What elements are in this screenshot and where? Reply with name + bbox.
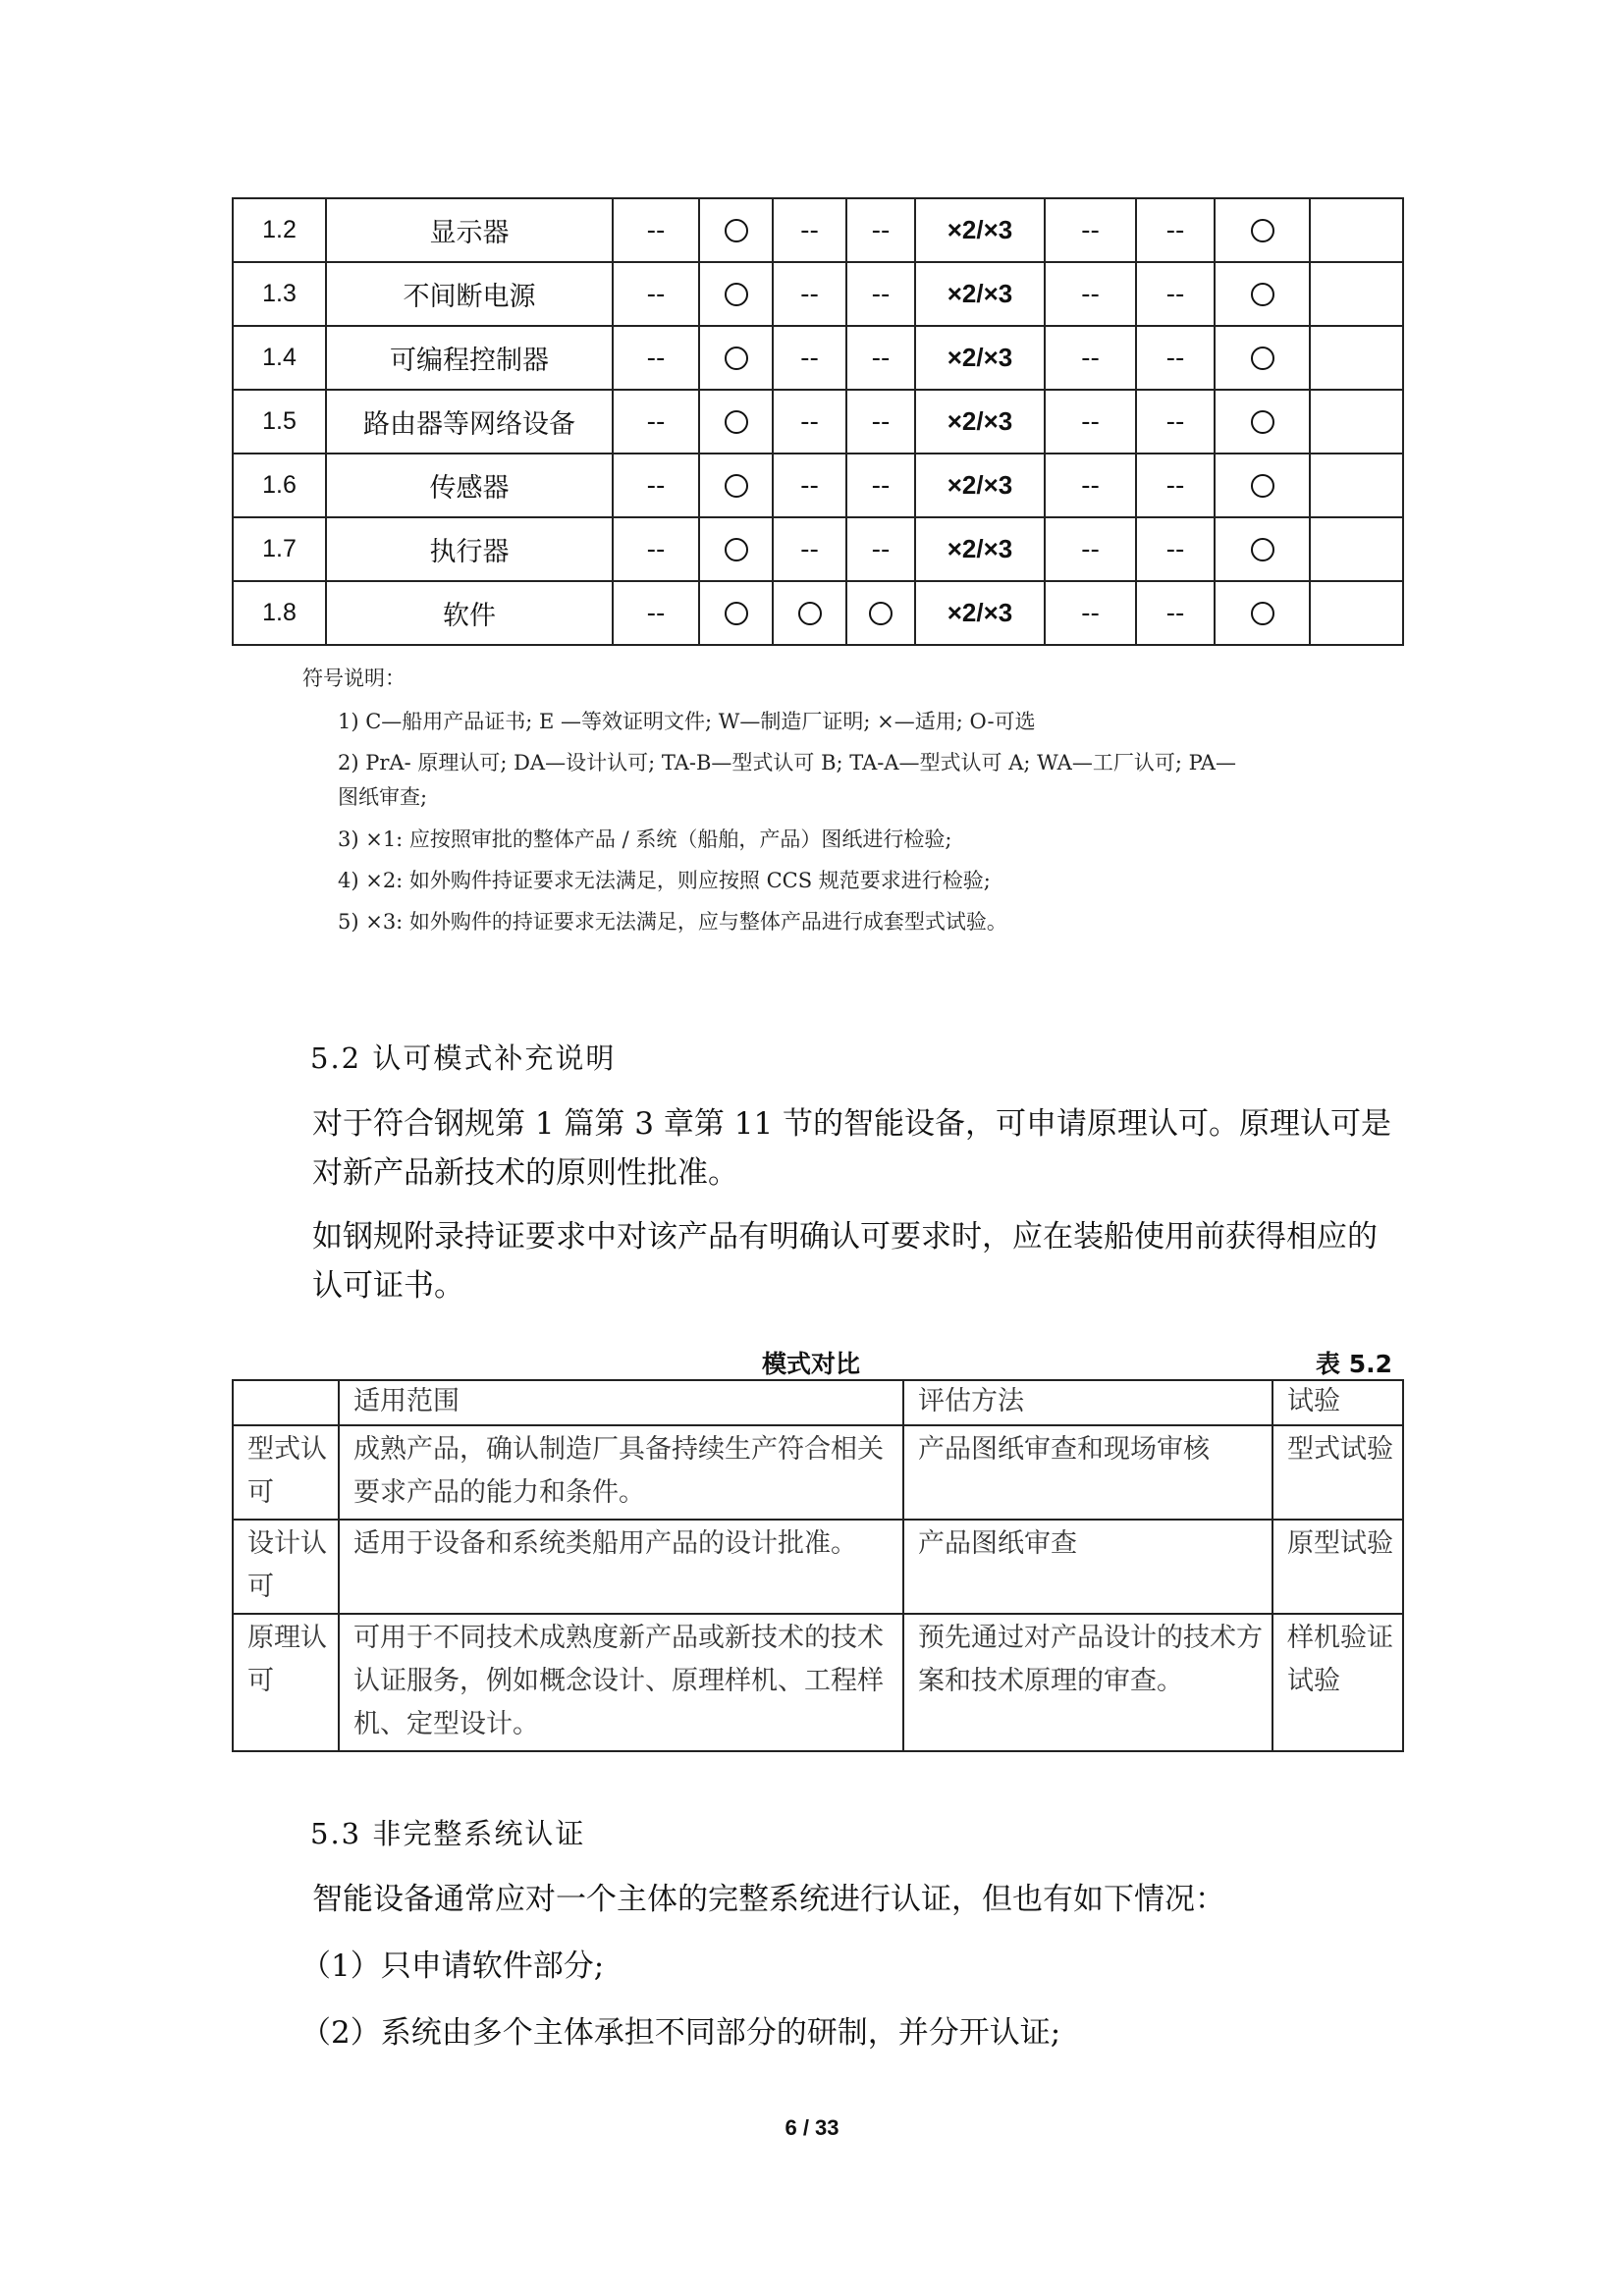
status-cell	[699, 454, 773, 517]
mode-cell: 原理认可	[233, 1614, 339, 1751]
section-5-3-body	[300, 1875, 1404, 2072]
item-number-cell: 1.3	[233, 262, 326, 326]
status-cell	[1215, 198, 1310, 262]
mode-cell: 型式认可	[233, 1425, 339, 1520]
status-cell: --	[846, 198, 915, 262]
note-1: 1) C—船用产品证书; E —等效证明文件; W—制造厂证明; ×—适用; O-可选	[338, 710, 1036, 733]
status-cell: --	[613, 454, 699, 517]
note-4: 4) ×2: 如外购件持证要求无法满足，则应按照 CCS 规范要求进行检验;	[338, 869, 991, 892]
item-number-cell: 1.5	[233, 390, 326, 454]
certification-table	[232, 197, 1404, 646]
status-cell: --	[846, 454, 915, 517]
table-row	[233, 1425, 1403, 1520]
applicable-cell: ×2/×3	[915, 454, 1045, 517]
mode-comparison-table	[232, 1379, 1404, 1752]
optional-circle-icon	[1251, 474, 1274, 498]
table-row	[233, 326, 1403, 390]
optional-circle-icon	[1251, 602, 1274, 625]
note-5: 5) ×3: 如外购件的持证要求无法满足，应与整体产品进行成套型式试验。	[338, 910, 1007, 934]
optional-circle-icon	[1251, 283, 1274, 306]
section-5-2-paragraph-1: 对于符合钢规第 1 篇第 3 章第 11 节的智能设备，可申请原理认可。原理认可是对新产品新技术的原则性批准。	[312, 1106, 1392, 1191]
status-cell: --	[773, 262, 846, 326]
section-5-3-item-1: （1）只申请软件部分;	[300, 1949, 605, 1984]
optional-circle-icon	[725, 347, 748, 370]
status-cell: --	[846, 517, 915, 581]
status-cell	[1215, 390, 1310, 454]
status-cell	[1215, 454, 1310, 517]
item-name-cell: 传感器	[326, 454, 613, 517]
status-cell	[1215, 326, 1310, 390]
optional-circle-icon	[1251, 219, 1274, 242]
status-cell	[1310, 454, 1403, 517]
notes-title: 符号说明：	[302, 667, 406, 690]
status-cell	[699, 581, 773, 645]
applicable-cell: ×2/×3	[915, 198, 1045, 262]
table-row	[233, 198, 1403, 262]
status-cell: --	[1045, 262, 1136, 326]
status-cell: --	[846, 326, 915, 390]
section-5-2-body	[312, 1099, 1404, 1325]
header-cell: 评估方法	[903, 1380, 1272, 1425]
item-number-cell: 1.8	[233, 581, 326, 645]
table-row	[233, 1520, 1403, 1614]
status-cell	[1215, 262, 1310, 326]
header-cell: 试验	[1272, 1380, 1403, 1425]
status-cell: --	[846, 390, 915, 454]
status-cell: --	[1045, 390, 1136, 454]
note-2-cont: 图纸审查;	[338, 785, 428, 809]
status-cell	[699, 198, 773, 262]
status-cell: --	[1045, 326, 1136, 390]
status-cell: --	[613, 198, 699, 262]
status-cell	[1310, 326, 1403, 390]
status-cell: --	[613, 262, 699, 326]
applicable-cell: ×2/×3	[915, 326, 1045, 390]
status-cell	[699, 390, 773, 454]
status-cell: --	[1136, 262, 1215, 326]
table-title: 模式对比	[762, 1350, 861, 1378]
status-cell	[1310, 390, 1403, 454]
status-cell	[699, 262, 773, 326]
status-cell: --	[773, 454, 846, 517]
test-cell: 原型试验	[1272, 1520, 1403, 1614]
optional-circle-icon	[869, 602, 893, 625]
item-name-cell: 可编程控制器	[326, 326, 613, 390]
status-cell	[1215, 517, 1310, 581]
status-cell: --	[613, 581, 699, 645]
table-row	[233, 517, 1403, 581]
item-number-cell: 1.7	[233, 517, 326, 581]
optional-circle-icon	[725, 474, 748, 498]
item-number-cell: 1.4	[233, 326, 326, 390]
section-5-2-paragraph-2: 如钢规附录持证要求中对该产品有明确认可要求时，应在装船使用前获得相应的认可证书。	[312, 1219, 1378, 1304]
optional-circle-icon	[725, 602, 748, 625]
test-cell: 样机验证试验	[1272, 1614, 1403, 1751]
status-cell	[1310, 581, 1403, 645]
status-cell	[1310, 262, 1403, 326]
applicable-cell: ×2/×3	[915, 581, 1045, 645]
header-cell: 适用范围	[339, 1380, 903, 1425]
section-5-2-heading: 5.2 认可模式补充说明	[310, 1041, 617, 1075]
applicable-cell: ×2/×3	[915, 262, 1045, 326]
status-cell: --	[846, 262, 915, 326]
optional-circle-icon	[725, 219, 748, 242]
optional-circle-icon	[798, 602, 822, 625]
item-name-cell: 显示器	[326, 198, 613, 262]
symbol-notes	[302, 662, 1402, 939]
status-cell	[773, 581, 846, 645]
status-cell	[1310, 198, 1403, 262]
section-5-3-paragraph-1: 智能设备通常应对一个主体的完整系统进行认证，但也有如下情况：	[312, 1882, 1225, 1917]
table-row	[233, 390, 1403, 454]
status-cell: --	[1045, 517, 1136, 581]
table-number: 表 5.2	[1316, 1350, 1392, 1378]
optional-circle-icon	[1251, 347, 1274, 370]
status-cell	[1310, 517, 1403, 581]
status-cell: --	[773, 198, 846, 262]
item-name-cell: 执行器	[326, 517, 613, 581]
table-caption	[232, 1345, 1402, 1378]
item-name-cell: 软件	[326, 581, 613, 645]
optional-circle-icon	[725, 283, 748, 306]
status-cell: --	[613, 390, 699, 454]
page-number: 6 / 33	[785, 2115, 839, 2140]
status-cell: --	[1136, 390, 1215, 454]
section-5-3-heading: 5.3 非完整系统认证	[310, 1817, 586, 1850]
status-cell: --	[1136, 454, 1215, 517]
table-row	[233, 262, 1403, 326]
status-cell: --	[1136, 198, 1215, 262]
status-cell: --	[1136, 581, 1215, 645]
status-cell: --	[1045, 581, 1136, 645]
note-2: 2) PrA- 原理认可; DA—设计认可; TA-B—型式认可 B; TA-A—型式认可 A; WA—工厂认可; PA—	[338, 751, 1236, 774]
status-cell: --	[1045, 198, 1136, 262]
test-cell: 型式试验	[1272, 1425, 1403, 1520]
status-cell: --	[613, 517, 699, 581]
status-cell: --	[1045, 454, 1136, 517]
item-name-cell: 不间断电源	[326, 262, 613, 326]
note-3: 3) ×1: 应按照审批的整体产品 / 系统（船舶，产品）图纸进行检验;	[338, 828, 952, 851]
mode-cell: 设计认可	[233, 1520, 339, 1614]
status-cell: --	[1136, 326, 1215, 390]
section-5-3-item-2: （2）系统由多个主体承担不同部分的研制，并分开认证;	[300, 2015, 1061, 2051]
item-name-cell: 路由器等网络设备	[326, 390, 613, 454]
optional-circle-icon	[725, 538, 748, 561]
applicable-cell: ×2/×3	[915, 390, 1045, 454]
method-cell: 产品图纸审查和现场审核	[903, 1425, 1272, 1520]
status-cell	[699, 517, 773, 581]
scope-cell: 适用于设备和系统类船用产品的设计批准。	[339, 1520, 903, 1614]
status-cell: --	[773, 517, 846, 581]
header-cell	[233, 1380, 339, 1425]
item-number-cell: 1.2	[233, 198, 326, 262]
table-header-row	[233, 1380, 1403, 1425]
table-row	[233, 581, 1403, 645]
optional-circle-icon	[1251, 538, 1274, 561]
table-row	[233, 1614, 1403, 1751]
applicable-cell: ×2/×3	[915, 517, 1045, 581]
optional-circle-icon	[725, 410, 748, 434]
status-cell: --	[1136, 517, 1215, 581]
scope-cell: 成熟产品，确认制造厂具备持续生产符合相关要求产品的能力和条件。	[339, 1425, 903, 1520]
status-cell	[1215, 581, 1310, 645]
status-cell: --	[773, 326, 846, 390]
item-number-cell: 1.6	[233, 454, 326, 517]
table-row	[233, 454, 1403, 517]
status-cell: --	[613, 326, 699, 390]
status-cell: --	[773, 390, 846, 454]
scope-cell: 可用于不同技术成熟度新产品或新技术的技术认证服务，例如概念设计、原理样机、工程样机、定型设计。	[339, 1614, 903, 1751]
method-cell: 产品图纸审查	[903, 1520, 1272, 1614]
status-cell	[846, 581, 915, 645]
optional-circle-icon	[1251, 410, 1274, 434]
status-cell	[699, 326, 773, 390]
method-cell: 预先通过对产品设计的技术方案和技术原理的审查。	[903, 1614, 1272, 1751]
